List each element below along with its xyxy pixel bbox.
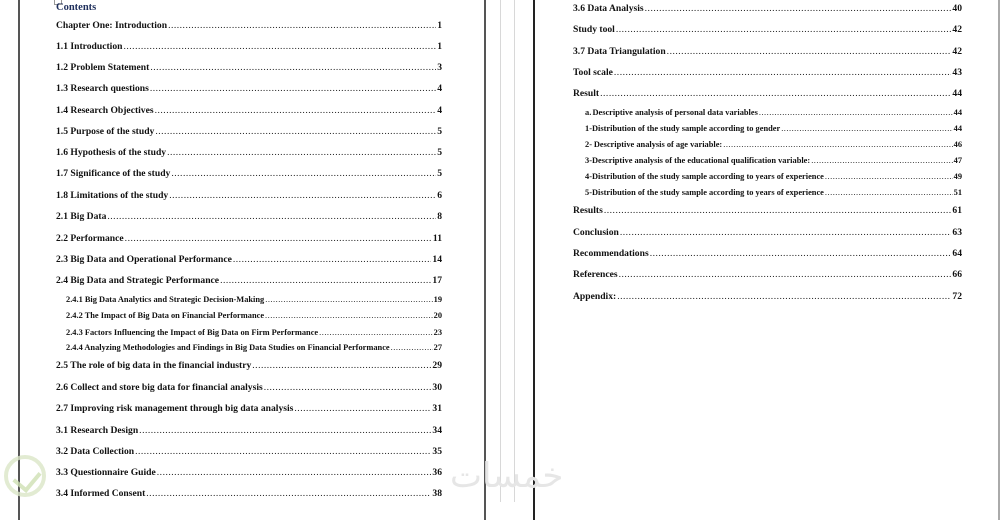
toc-entry-label: 2.6 Collect and store big data for financial analysis [56, 382, 263, 393]
toc-entry-label: 2.4.3 Factors Influencing the Impact of Big Data on Firm Performance [66, 328, 319, 337]
toc-entry-page-number: 20 [433, 311, 442, 320]
toc-entry-page-number: 1 [437, 41, 442, 52]
toc-dot-leader [233, 254, 432, 265]
toc-dot-leader [265, 311, 433, 320]
toc-dot-leader [645, 3, 952, 14]
toc-entry-label: 2.4.1 Big Data Analytics and Strategic Decision-Making [66, 295, 265, 304]
toc-entry[interactable] [573, 67, 962, 78]
toc-entry[interactable] [573, 227, 962, 238]
toc-entry-page-number: 5 [437, 126, 442, 137]
toc-entry[interactable] [56, 126, 442, 137]
toc-dot-leader [135, 446, 431, 457]
toc-entry-marker: 4- [585, 172, 592, 181]
toc-entry[interactable] [573, 248, 962, 259]
toc-dot-leader [169, 190, 436, 201]
toc-entry-label: References [573, 269, 618, 280]
toc-entry[interactable] [573, 46, 962, 57]
toc-entry-page-number: 64 [952, 248, 962, 259]
toc-entry[interactable] [573, 156, 962, 165]
toc-entry[interactable] [56, 233, 442, 244]
toc-entry[interactable] [573, 291, 962, 302]
toc-entry-label: Descriptive analysis of age variable: [593, 140, 723, 149]
toc-entry-label: 1.1 Introduction [56, 41, 123, 52]
toc-dot-leader [264, 382, 432, 393]
watermark-logo-icon [4, 455, 46, 497]
toc-entry-page-number: 6 [437, 190, 442, 201]
toc-entry-label: 2.4.2 The Impact of Big Data on Financial Performance [66, 311, 265, 320]
toc-entry[interactable] [56, 62, 442, 73]
toc-entry-marker: 3- [585, 156, 592, 165]
toc-entry-label: Chapter One: Introduction [56, 20, 168, 31]
toc-entry[interactable] [56, 360, 442, 371]
toc-entry-page-number: 17 [432, 275, 442, 286]
toc-dot-leader [220, 275, 431, 286]
toc-entry-marker: 5- [585, 188, 592, 197]
toc-entry[interactable] [56, 254, 442, 265]
toc-dot-leader [667, 46, 952, 57]
toc-dot-leader [155, 105, 437, 116]
toc-entry-label: 3.2 Data Collection [56, 446, 135, 457]
toc-dot-leader [759, 108, 953, 117]
toc-entry-marker: 2- [585, 140, 592, 149]
toc-entry-label: 2.1 Big Data [56, 211, 107, 222]
toc-entry-label: Descriptive analysis of personal data variables [592, 108, 758, 117]
toc-entry-page-number: 63 [952, 227, 962, 238]
toc-dot-leader [650, 248, 952, 259]
toc-entry-label: 2.4.4 Analyzing Methodologies and Findings in Big Data Studies on Financial Performance [66, 343, 390, 352]
toc-entry-page-number: 3 [437, 62, 442, 73]
toc-entry-label: 2.5 The role of big data in the financial industry [56, 360, 252, 371]
toc-entry-page-number: 31 [432, 403, 442, 414]
toc-entry-page-number: 5 [437, 168, 442, 179]
toc-entry-label: 2.3 Big Data and Operational Performance [56, 254, 232, 265]
toc-entry[interactable] [56, 211, 442, 222]
toc-entry-page-number: 61 [952, 205, 962, 216]
toc-dot-leader [619, 269, 952, 280]
toc-entry-label: 3.6 Data Analysis [573, 3, 644, 14]
toc-entry[interactable] [56, 41, 442, 52]
toc-dot-leader [150, 62, 436, 73]
toc-entry-page-number: 27 [433, 343, 442, 352]
toc-entry[interactable] [56, 488, 442, 499]
toc-entry-label: 2.4 Big Data and Strategic Performance [56, 275, 220, 286]
toc-dot-leader [157, 467, 432, 478]
toc-entry[interactable] [56, 446, 442, 457]
page-gap-line [500, 0, 501, 502]
toc-dot-leader [155, 126, 436, 137]
toc-entry-label: Conclusion [573, 227, 619, 238]
toc-entry-page-number: 4 [437, 105, 442, 116]
toc-entry[interactable] [573, 124, 962, 133]
toc-entry[interactable] [56, 311, 442, 320]
toc-dot-leader [616, 24, 952, 35]
toc-entry[interactable] [573, 3, 962, 14]
toc-entry-label: 1.2 Problem Statement [56, 62, 150, 73]
toc-entry-label: 1.6 Hypothesis of the study [56, 147, 167, 158]
toc-entry-page-number: 1 [437, 20, 442, 31]
toc-dot-leader [107, 211, 436, 222]
toc-entry[interactable] [56, 275, 442, 286]
toc-entry-page-number: 47 [953, 156, 962, 165]
toc-dot-leader [811, 156, 952, 165]
toc-entry-page-number: 8 [437, 211, 442, 222]
toc-entry-page-number: 42 [952, 46, 962, 57]
toc-dot-leader [252, 360, 431, 371]
toc-dot-leader [265, 295, 432, 304]
toc-entry-page-number: 49 [953, 172, 962, 181]
toc-dot-leader [614, 67, 952, 78]
document-page-right [533, 0, 1000, 520]
toc-entry-marker: a. [585, 108, 592, 117]
toc-dot-leader [167, 147, 436, 158]
toc-entry-label: Distribution of the study sample according to years of experience [591, 188, 824, 197]
page-gap-line [514, 0, 515, 502]
toc-dot-leader [604, 205, 952, 216]
toc-dot-leader [171, 168, 436, 179]
toc-entry-page-number: 19 [433, 295, 442, 304]
toc-dot-leader [781, 124, 952, 133]
document-page-left [18, 0, 486, 520]
toc-dot-leader [168, 20, 436, 31]
toc-dot-leader [825, 172, 953, 181]
toc-entry[interactable] [56, 467, 442, 478]
toc-entry-page-number: 23 [433, 328, 442, 337]
toc-entry[interactable] [56, 105, 442, 116]
toc-entry-page-number: 36 [432, 467, 442, 478]
toc-entry[interactable] [56, 20, 442, 31]
toc-entry[interactable] [573, 205, 962, 216]
toc-entry-page-number: 42 [952, 24, 962, 35]
toc-entry[interactable] [56, 328, 442, 337]
toc-entry-label: 2.2 Performance [56, 233, 124, 244]
toc-entry-page-number: 40 [952, 3, 962, 14]
toc-entry-page-number: 44 [953, 108, 962, 117]
toc-entry-page-number: 66 [952, 269, 962, 280]
toc-entry-label: Descriptive analysis of the educational qualification variable: [591, 156, 811, 165]
toc-entry-label: Recommendations [573, 248, 649, 259]
toc-entry[interactable] [573, 108, 962, 117]
toc-entry-label: 1.8 Limitations of the study [56, 190, 169, 201]
toc-entry-page-number: 14 [432, 254, 442, 265]
toc-entry[interactable] [573, 269, 962, 280]
toc-dot-leader [123, 41, 436, 52]
toc-entry[interactable] [56, 147, 442, 158]
toc-dot-leader [617, 291, 951, 302]
toc-dot-leader [319, 328, 432, 337]
toc-entry[interactable] [56, 425, 442, 436]
toc-entry[interactable] [573, 24, 962, 35]
toc-entry-page-number: 5 [437, 147, 442, 158]
toc-dot-leader [620, 227, 952, 238]
toc-entry-marker: 1- [585, 124, 592, 133]
toc-entry-label: 1.4 Research Objectives [56, 105, 154, 116]
toc-entry[interactable] [56, 83, 442, 94]
toc-entry[interactable] [573, 188, 962, 197]
toc-entry-page-number: 4 [437, 83, 442, 94]
toc-dot-leader [139, 425, 431, 436]
toc-entry-label: 1.5 Purpose of the study [56, 126, 155, 137]
toc-dot-leader [723, 140, 952, 149]
toc-entry-page-number: 29 [432, 360, 442, 371]
toc-entry[interactable] [56, 343, 442, 352]
toc-entry[interactable] [573, 88, 962, 99]
watermark-text: خمسات [450, 456, 564, 496]
toc-entry[interactable] [573, 140, 962, 149]
toc-heading: Contents [56, 2, 97, 13]
toc-entry-page-number: 46 [953, 140, 962, 149]
toc-entry[interactable] [56, 382, 442, 393]
toc-entry-page-number: 44 [953, 124, 962, 133]
toc-entry-label: 3.4 Informed Consent [56, 488, 146, 499]
toc-entry-page-number: 38 [432, 488, 442, 499]
toc-dot-leader [146, 488, 431, 499]
toc-entry-page-number: 72 [952, 291, 962, 302]
toc-entry-page-number: 43 [952, 67, 962, 78]
toc-entry[interactable] [56, 190, 442, 201]
toc-dot-leader [600, 88, 951, 99]
toc-entry-label: 3.3 Questionnaire Guide [56, 467, 156, 478]
toc-entry-label: Results [573, 205, 603, 216]
toc-entry[interactable] [573, 172, 962, 181]
toc-entry-label: 1.3 Research questions [56, 83, 149, 94]
toc-entry-label: 2.7 Improving risk management through big data analysis [56, 403, 294, 414]
toc-entry[interactable] [56, 295, 442, 304]
toc-entry-page-number: 51 [953, 188, 962, 197]
toc-entry-label: Study tool [573, 24, 615, 35]
toc-entry[interactable] [56, 168, 442, 179]
toc-entry-page-number: 44 [952, 88, 962, 99]
toc-entry-label: 3.1 Research Design [56, 425, 139, 436]
toc-entry-page-number: 30 [432, 382, 442, 393]
toc-entry-label: Distribution of the study sample according to years of experience [591, 172, 824, 181]
toc-dot-leader [125, 233, 432, 244]
toc-entry-label: 1.7 Significance of the study [56, 168, 171, 179]
toc-entry-page-number: 35 [432, 446, 442, 457]
toc-entry-label: Tool scale [573, 67, 613, 78]
toc-dot-leader [150, 83, 436, 94]
toc-entry-label: Distribution of the study sample according to gender [591, 124, 781, 133]
toc-entry[interactable] [56, 403, 442, 414]
toc-dot-leader [825, 188, 953, 197]
toc-entry-label: 3.7 Data Triangulation [573, 46, 666, 57]
toc-entry-label: Result [573, 88, 600, 99]
toc-dot-leader [391, 343, 433, 352]
toc-entry-page-number: 11 [432, 233, 442, 244]
toc-entry-label: Appendix: [573, 291, 617, 302]
toc-dot-leader [294, 403, 431, 414]
toc-entry-page-number: 34 [432, 425, 442, 436]
